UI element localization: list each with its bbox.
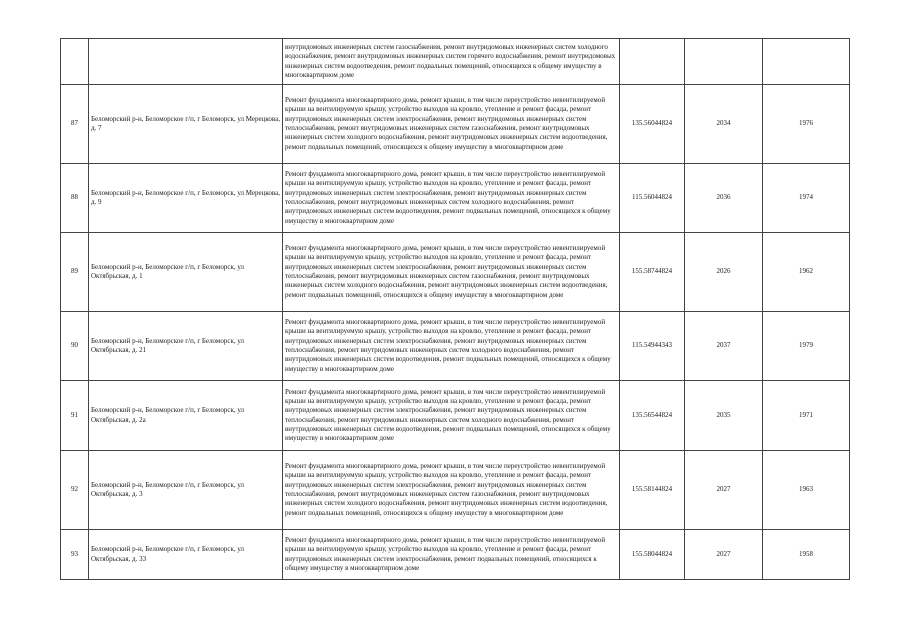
- built-year-cell: [763, 39, 850, 85]
- table-row: [61, 451, 850, 530]
- address-cell: Беломорский р-н, Беломорское г/п, г Беломорск, ул Октябрьская, д. 33: [89, 530, 283, 580]
- row-number: 89: [61, 233, 89, 312]
- table-row: [61, 164, 850, 233]
- planned-year-cell: 2037: [685, 312, 763, 381]
- cost-cell: [620, 39, 685, 85]
- row-number: 87: [61, 85, 89, 164]
- built-year-cell: 1976: [763, 85, 850, 164]
- capital-repair-table: [60, 38, 850, 580]
- planned-year-cell: 2034: [685, 85, 763, 164]
- address-cell: Беломорский р-н, Беломорское г/п, г Беломорск, ул Октябрьская, д. 2а: [89, 381, 283, 451]
- planned-year-cell: [685, 39, 763, 85]
- work-list-cell: Ремонт фундамента многоквартирного дома, ремонт крыши, в том числе переустройство невентилируемой крыши на вентилируемую крышу, устройство выходов на кровлю, утепление и ремонт фасада, ремонт внутридомовых инженерных систем электроснабжения, ремонт внутридомовых инженерных систем теплоснабжения, ремонт внутридомовых инженерных систем холодного водоснабжения, ремонт внутридомовых инженерных систем водоотведения, ремонт подвальных помещений, относящихся к общему имуществу в многоквартирном доме: [283, 381, 620, 451]
- row-number: [61, 39, 89, 85]
- table-row: [61, 312, 850, 381]
- row-number: 92: [61, 451, 89, 530]
- planned-year-cell: 2027: [685, 530, 763, 580]
- row-number: 91: [61, 381, 89, 451]
- cost-cell: 155.58144824: [620, 451, 685, 530]
- work-list-cell: Ремонт фундамента многоквартирного дома, ремонт крыши, в том числе переустройство невентилируемой крыши на вентилируемую крышу, устройство выходов на кровлю, утепление и ремонт фасада, ремонт внутридомовых инженерных систем электроснабжения, ремонт внутридомовых инженерных систем теплоснабжения, ремонт внутридомовых инженерных систем холодного водоснабжения, ремонт внутридомовых инженерных систем водоотведения, ремонт подвальных помещений, относящихся к общему имуществу в многоквартирном доме: [283, 312, 620, 381]
- row-number: 93: [61, 530, 89, 580]
- cost-cell: 155.58744824: [620, 233, 685, 312]
- address-cell: Беломорский р-н, Беломорское г/п, г Беломорск, ул Октябрьская, д. 1: [89, 233, 283, 312]
- planned-year-cell: 2035: [685, 381, 763, 451]
- table-row: [61, 85, 850, 164]
- built-year-cell: 1962: [763, 233, 850, 312]
- built-year-cell: 1974: [763, 164, 850, 233]
- work-list-cell: Ремонт фундамента многоквартирного дома, ремонт крыши, в том числе переустройство невентилируемой крыши на вентилируемую крышу, устройство выходов на кровлю, утепление и ремонт фасада, ремонт внутридомовых инженерных систем электроснабжения, ремонт внутридомовых инженерных систем теплоснабжения, ремонт внутридомовых инженерных систем газоснабжения, ремонт внутридомовых инженерных систем холодного водоснабжения, ремонт внутридомовых инженерных систем водоотведения, ремонт подвальных помещений, относящихся к общему имуществу в многоквартирном доме: [283, 233, 620, 312]
- work-list-cell: Ремонт фундамента многоквартирного дома, ремонт крыши, в том числе переустройство невентилируемой крыши на вентилируемую крышу, устройство выходов на кровлю, утепление и ремонт фасада, ремонт внутридомовых инженерных систем электроснабжения, ремонт внутридомовых инженерных систем теплоснабжения, ремонт внутридомовых инженерных систем газоснабжения, ремонт внутридомовых инженерных систем холодного водоснабжения, ремонт внутридомовых инженерных систем водоотведения, ремонт подвальных помещений, относящихся к общему имуществу в многоквартирном доме: [283, 451, 620, 530]
- built-year-cell: 1958: [763, 530, 850, 580]
- address-cell: Беломорский р-н, Беломорское г/п, г Беломорск, ул Мерецкова, д. 9: [89, 164, 283, 233]
- cost-cell: 115.56044824: [620, 164, 685, 233]
- address-cell: [89, 39, 283, 85]
- built-year-cell: 1963: [763, 451, 850, 530]
- cost-cell: 115.54944343: [620, 312, 685, 381]
- cost-cell: 135.56544824: [620, 381, 685, 451]
- address-cell: Беломорский р-н, Беломорское г/п, г Беломорск, ул Октябрьская, д. 3: [89, 451, 283, 530]
- table-row: [61, 381, 850, 451]
- work-list-cell: Ремонт фундамента многоквартирного дома, ремонт крыши, в том числе переустройство невентилируемой крыши на вентилируемую крышу, устройство выходов на кровлю, утепление и ремонт фасада, ремонт внутридомовых инженерных систем электроснабжения, ремонт внутридомовых инженерных систем теплоснабжения, ремонт внутридомовых инженерных систем газоснабжения, ремонт внутридомовых инженерных систем холодного водоснабжения, ремонт внутридомовых инженерных систем водоотведения, ремонт подвальных помещений, относящихся к общему имуществу в многоквартирном доме: [283, 85, 620, 164]
- row-number: 90: [61, 312, 89, 381]
- table-row: [61, 530, 850, 580]
- built-year-cell: 1979: [763, 312, 850, 381]
- table-row: [61, 233, 850, 312]
- cost-cell: 155.58044824: [620, 530, 685, 580]
- built-year-cell: 1971: [763, 381, 850, 451]
- cost-cell: 135.56044824: [620, 85, 685, 164]
- work-list-cell: внутридомовых инженерных систем газоснабжения, ремонт внутридомовых инженерных систем холодного водоснабжения, ремонт внутридомовых инженерных систем горячего водоснабжения, ремонт внутридомовых инженерных систем водоотведения, ремонт подвальных помещений, относящихся к общему имуществу в многоквартирном доме: [283, 39, 620, 85]
- planned-year-cell: 2027: [685, 451, 763, 530]
- planned-year-cell: 2026: [685, 233, 763, 312]
- work-list-cell: Ремонт фундамента многоквартирного дома, ремонт крыши, в том числе переустройство невентилируемой крыши на вентилируемую крышу, устройство выходов на кровлю, утепление и ремонт фасада, ремонт внутридомовых инженерных систем электроснабжения, ремонт подвальных помещений, относящихся к общему имуществу в многоквартирном доме: [283, 530, 620, 580]
- table-row: [61, 39, 850, 85]
- row-number: 88: [61, 164, 89, 233]
- planned-year-cell: 2036: [685, 164, 763, 233]
- work-list-cell: Ремонт фундамента многоквартирного дома, ремонт крыши, в том числе переустройство невентилируемой крыши на вентилируемую крышу, устройство выходов на кровлю, утепление и ремонт фасада, ремонт внутридомовых инженерных систем электроснабжения, ремонт внутридомовых инженерных систем теплоснабжения, ремонт внутридомовых инженерных систем холодного водоснабжения, ремонт внутридомовых инженерных систем водоотведения, ремонт подвальных помещений, относящихся к общему имуществу в многоквартирном доме: [283, 164, 620, 233]
- address-cell: Беломорский р-н, Беломорское г/п, г Беломорск, ул Мерецкова, д. 7: [89, 85, 283, 164]
- address-cell: Беломорский р-н, Беломорское г/п, г Беломорск, ул Октябрьская, д. 21: [89, 312, 283, 381]
